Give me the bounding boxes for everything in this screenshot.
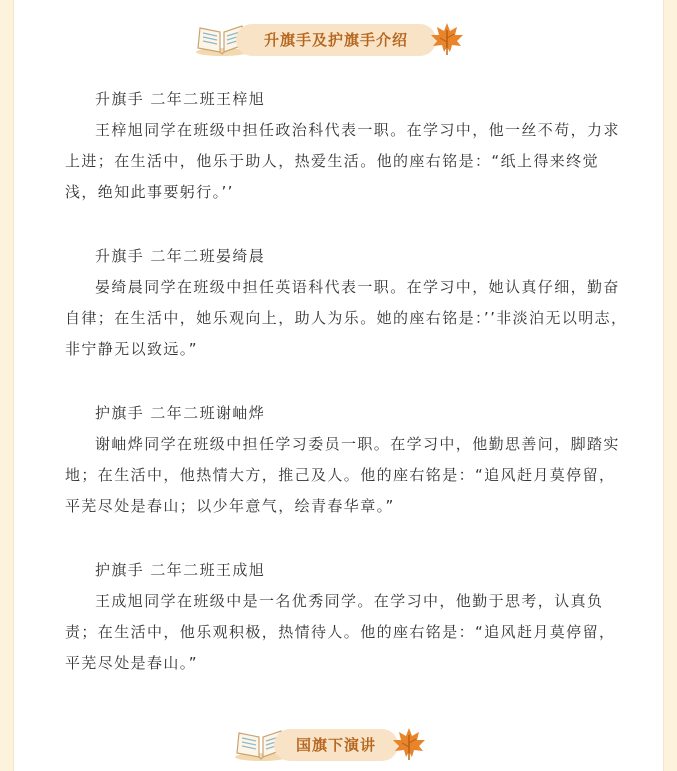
profile-role: 升旗手 二年二班王梓旭: [95, 90, 266, 108]
profile-item: [65, 241, 631, 365]
section-header-flag-bearers: [14, 18, 663, 62]
article-frame: [14, 0, 663, 771]
profile-item: [65, 398, 631, 522]
maple-leaf-icon: [428, 20, 466, 58]
profile-intro: 王梓旭同学在班级中担任政治科代表一职。在学习中，他一丝不苟，力求上进；在生活中，他乐于助人，热爱生活。他的座右铭是：“纸上得来终觉浅，绝知此事要躬行。’’: [65, 121, 620, 201]
profile-role: 护旗手 二年二班谢岫烨: [95, 404, 266, 422]
profile-intro: 晏绮晨同学在班级中担任英语科代表一职。在学习中，她认真仔细，勤奋自律；在生活中，她乐观向上，助人为乐。她的座右铭是：’’非淡泊无以明志，非宁静无以致远。”: [65, 278, 628, 358]
maple-leaf-icon: [390, 725, 428, 763]
profile-role: 护旗手 二年二班王成旭: [95, 561, 266, 579]
profile-intro: 王成旭同学在班级中是一名优秀同学。在学习中，他勤于思考，认真负责；在生活中，他乐观积极，热情待人。他的座右铭是：“追风赶月莫停留，平芜尽处是春山。”: [65, 592, 616, 672]
section-title: 国旗下演讲: [274, 729, 398, 761]
profile-intro: 谢岫烨同学在班级中担任学习委员一职。在学习中，他勤思善问，脚踏实地；在生活中，他热情大方，推己及人。他的座右铭是：“追风赶月莫停留，平芜尽处是春山；以少年意气，绘青春华章。”: [65, 435, 620, 515]
profile-list: [65, 84, 631, 712]
profile-item: [65, 555, 631, 679]
profile-role: 升旗手 二年二班晏绮晨: [95, 247, 266, 265]
profile-item: [65, 84, 631, 208]
section-header-speech: [14, 723, 663, 767]
section-title: 升旗手及护旗手介绍: [236, 24, 436, 56]
